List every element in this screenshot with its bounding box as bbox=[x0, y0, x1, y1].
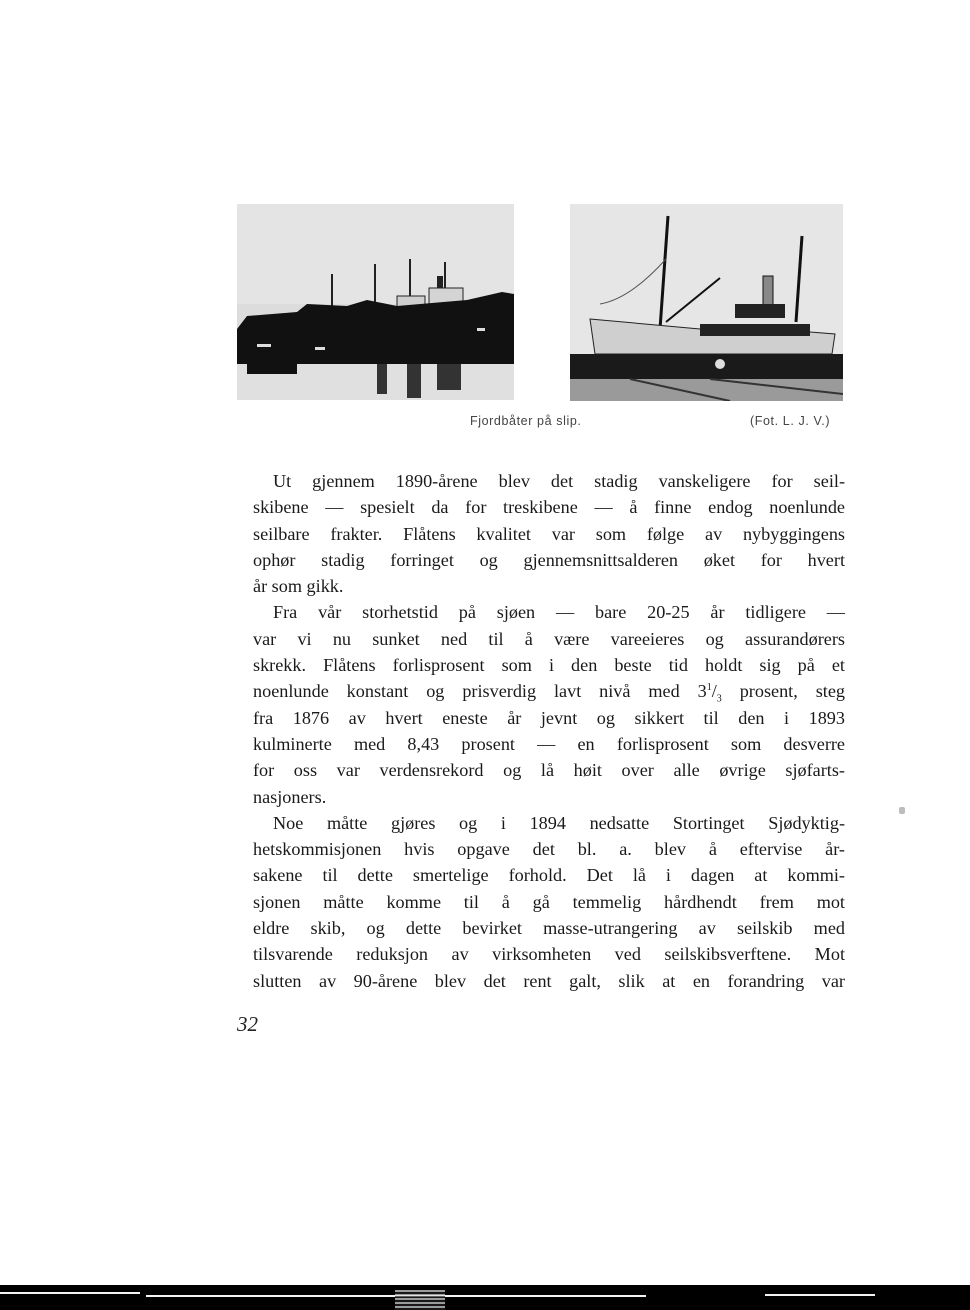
text-line: Fra vår storhetstid på sjøen — bare 20-25 år tidligere — bbox=[273, 602, 845, 623]
steamship-illustration bbox=[570, 204, 843, 401]
body-text bbox=[253, 468, 845, 994]
scan-streak bbox=[0, 1292, 140, 1294]
text-line: Ut gjennem 1890-årene blev det stadig vanskeligere for seil- bbox=[273, 471, 845, 491]
scan-glare bbox=[395, 1290, 445, 1310]
text-line: ophør stadig forringet og gjennemsnittsalderen øket for hvert bbox=[253, 549, 845, 570]
text-line: kulminerte med 8,43 prosent — en forlisprosent som desverre bbox=[253, 733, 845, 754]
text-segment: prosent, steg bbox=[721, 681, 845, 702]
scanner-edge bbox=[0, 1285, 970, 1310]
paragraph-3 bbox=[253, 810, 845, 994]
steamship-slipway-photo bbox=[570, 204, 843, 401]
figure-caption: Fjordbåter på slip. bbox=[470, 414, 582, 428]
text-line: nasjoners. bbox=[253, 786, 327, 807]
harbor-boats-photo bbox=[237, 204, 514, 400]
text-segment: noenlunde konstant og prisverdig lavt nivå med 3 bbox=[253, 681, 707, 702]
page-number: 32 bbox=[237, 1012, 258, 1036]
text-line: skrekk. Flåtens forlisprosent som i den beste tid holdt sig på et bbox=[253, 655, 845, 676]
photo-credit: (Fot. L. J. V.) bbox=[750, 414, 831, 428]
text-line: sjonen måtte komme til å gå temmelig hårdhendt frem mot bbox=[253, 891, 845, 912]
text-line: år som gikk. bbox=[253, 576, 344, 597]
paragraph-1 bbox=[253, 468, 845, 599]
paragraph-2 bbox=[253, 599, 845, 809]
text-line-with-fraction: noenlunde konstant og prisverdig lavt nivå med $3^1/_3$ prosent, steg bbox=[253, 681, 845, 706]
text-line: hetskommisjonen hvis opgave det bl. a. blev å eftervise år- bbox=[253, 839, 845, 860]
fraction-denominator: 3 bbox=[716, 694, 722, 706]
text-line: seilbare frakter. Flåtens kvalitet var som følge av nybyggingens bbox=[253, 523, 845, 544]
text-line: skibene — spesielt da for treskibene — å finne endog noenlunde bbox=[253, 497, 845, 518]
text-line: for oss var verdensrekord og lå høit over alle øvrige sjøfarts- bbox=[253, 760, 845, 781]
text-line: sakene til dette smertelige forhold. Det lå i dagen at kommi- bbox=[253, 865, 845, 886]
text-line: Noe måtte gjøres og i 1894 nedsatte Stortinget Sjødyktig- bbox=[273, 812, 845, 833]
text-line: slutten av 90-årene blev det rent galt, slik at en forandring var bbox=[253, 970, 845, 991]
harbor-boats-illustration bbox=[237, 204, 514, 400]
fraction-numerator: 1 bbox=[706, 682, 712, 694]
text-line: tilsvarende reduksjon av virksomheten ved seilskibsverftene. Mot bbox=[253, 944, 845, 965]
text-line: eldre skib, og dette bevirket masse-utrangering av seilskib med bbox=[253, 918, 845, 939]
scan-streak bbox=[765, 1294, 875, 1296]
text-line: fra 1876 av hvert eneste år jevnt og sikkert til den i 1893 bbox=[253, 707, 845, 728]
text-line: var vi nu sunket ned til å være vareeieres og assurandørers bbox=[253, 628, 845, 649]
scan-speck bbox=[899, 807, 905, 814]
